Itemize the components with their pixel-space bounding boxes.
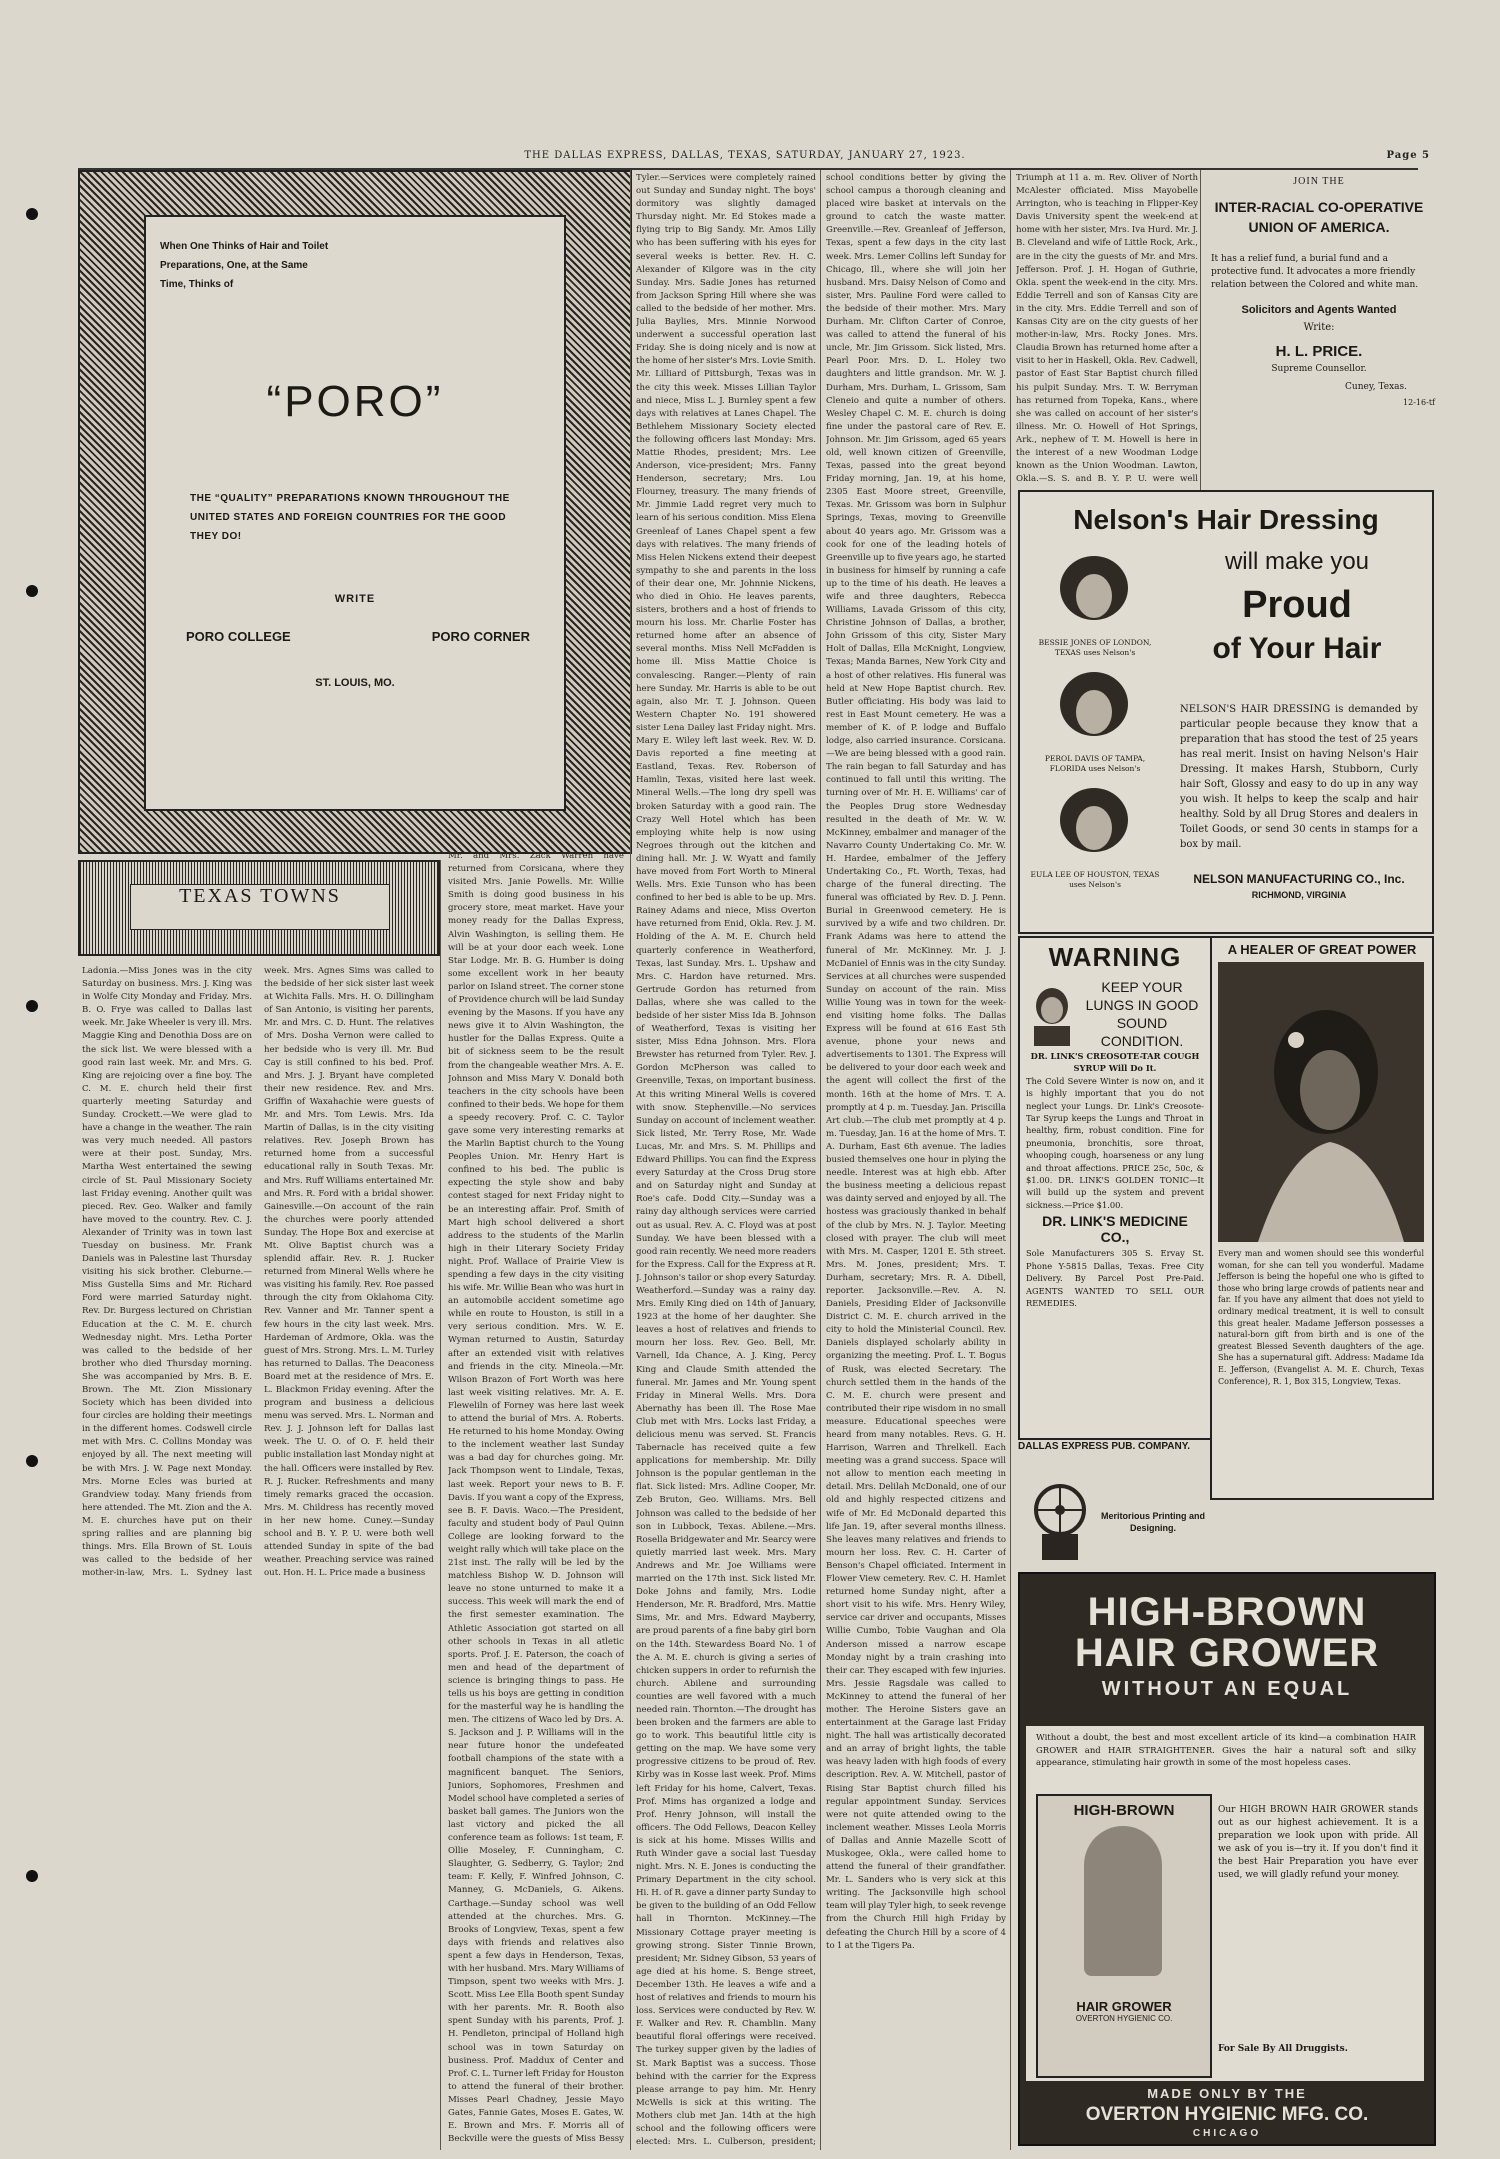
warning-company: DR. LINK'S MEDICINE CO., (1042, 1213, 1188, 1246)
healer-body: Every man and women should see this wonderful woman, for she can tell you wonderful. Madame Jefferson is being the hopeful one who is gifted to those who bring large crowds of patients near and far. If you have any ailment that does not yield to ordinary medical treatment, it is well to consult this great healer. Madame Jefferson possesses a natural-born gift from birth and is one of the greatest Blessed Seventh daughters of the age. She has a supernatural gift. Address: Madame Ida E. Jefferson, (Evangelist A. M. E. Church, Texas Conference), R. 1, Box 315, Longview, Texas. (1218, 1249, 1424, 1386)
masthead-text: THE DALLAS EXPRESS, DALLAS, TEXAS, SATURDAY, JANUARY 27, 1923. (524, 150, 966, 161)
texas-towns-heading (78, 860, 440, 956)
nelson-caption-2: PEROL DAVIS OF TAMPA, FLORIDA uses Nelson's (1044, 754, 1146, 773)
poro-college: PORO COLLEGE (186, 629, 291, 644)
hb-line1: HIGH-BROWN (1087, 1590, 1367, 1634)
poro-description: THE “QUALITY” PREPARATIONS KNOWN THROUGHOUT THE UNITED STATES AND FOREIGN COUNTRIES FOR THE GOOD THEY DO! (190, 493, 510, 542)
nelson-city: RICHMOND, VIRGINIA (1251, 890, 1347, 900)
hb-city: CHICAGO (1192, 2128, 1262, 2139)
woman-portrait-icon (1048, 552, 1140, 632)
interracial-write: Write: (1303, 322, 1335, 333)
poro-ad-inner (144, 215, 566, 811)
nelson-line1: will make you (1224, 548, 1370, 575)
dx-name: DALLAS EXPRESS PUB. COMPANY. (1018, 1441, 1191, 1452)
column-rule (440, 860, 441, 2150)
column-rule (1200, 170, 1201, 490)
interracial-role: Supreme Counsellor. (1271, 364, 1367, 374)
poro-intro: When One Thinks of Hair and Toilet Preparations, One, at the Same Time, Thinks of (160, 241, 329, 290)
nelson-line3: of Your Hair (1212, 632, 1382, 665)
binding-hole (26, 1455, 38, 1467)
dallas-express-ad (1018, 1440, 1208, 1570)
article-column-4: Tyler.—Services were completely rained out Sunday and Sunday night. The boys' dormitory was slightly damaged Thursday night. Mr. Ed Stokes made a flying trip to Big Sandy. Mr. Amos Lilly who has been suffering with his eyes for several weeks is better. Rev. H. C. Alexander of Kilgore was in the city Sunday. Mrs. Sadie Jones has returned from Jackson Spring Hill where she was called to the bedside of her mother. Mrs. Julia Baylies, Mrs. Minnie Norwood underwent a successful operation last Friday. She is doing nicely and is now at the home of her sister's Mrs. Lovie Smith. Mr. Lilliard of Pittsburgh, Texas was in the city this week. Misses Lillian Taylor and niece, Miss L. J. Burnley spent a few days with relatives at Lanes Chapel. The Bethlehem Missionary Society elected the following officers last Monday: Mrs. Mattie Rhodes, president; Mrs. Lee Anderson, vice-president; Mrs. Fanny Henderson, secretary; Mrs. Lou Flourney, treasury. The many friends of Mr. Jimmie Ladd regret very much to learn of his serious condition. Miss Elena Greenleaf of Lanes Chapel spent a few days with relatives. The many friends of Miss Helen Nickens extend their deepest sympathy to she and parents in the loss of their dear one, Mr. Johnnie Nickens, who died in Ohio. He leaves parents, sisters, brothers and a host of friends to mourn his loss. Mr. Charlie Foster has returned home after an absence of several months. Miss Nell McFadden is home ill. Miss Mattie Choice is convalescing. Ranger.—Plenty of rain here Sunday. Mr. Harris is able to be out again, also Mr. T. J. Johnson. Queen Western Chapter No. 191 showered sister Lena Dailey last Friday night. Mrs. Mary E. Wiley left last week. Rev. W. D. Davis reported a fine meeting at Eastland, Texas. Rev. Roberson of Hamlin, Texas, visited here last week. Mineral Wells.—The long dry spell was broken Saturday with a good rain. The Crazy Well Hotel which has been employing white help is now using Negroes through out the kitchen and dining hall. Mr. J. W. Wyatt and family have moved from Fort Worth to Mineral Wells. Mrs. Exie Tunson who has been confined to her bed is able to be up. Mrs. Rainey Adams and niece, Miss Overton have returned from Enid, Okla. Rev. J. M. Holding of the A. M. E. Church held quarterly conference in Weatherford, Texas, last Sunday. Mrs. L. Upshaw and Mrs. C. Hardon have returned. Mrs. Gertrude Gordon has returned from Dallas, where she was called to the bedside of her sister Miss Ida B. Johnson of Weatherford, Texas is visiting her sister, Miss Edna Johnson. Mrs. Flora Brewster has returned from Tyler. Rev. J. Gordon McPherson was called to Greenville, Texas, on important business. At this writing Mineral Wells is covered with snow. Stephenville.—No services Sunday on account of inclement weather. Sick listed, Mr. Terry Rose, Mr. Wade Lucas, Mr. and Mrs. S. M. Phillips and Edward Phillips. You can find the Express every Saturday at the Cross Drug store and on Saturday night and Sunday at Roe's cafe. Dodd City.—Sunday was a rainy day although services were carried out as usual. Rev. A. C. Floyd was at post Sunday. We have been blessed with a good rain recently. We need more readers for the Express. Call for the Express at R. J. Johnson's tailor or shop every Saturday. Weatherford.—Sunday was a rainy day. Mrs. Emily King died on 14th of January, 1923 at the home of her daughter. She leaves a host of relatives and friends to mourn her loss. Rev. Geo. Bell, Mr. Varnell, Ida Chance, A. J. King, Percy King and Claude Smith attended the funeral. Mr. James and Mr. Young spent Friday in Mineral Wells. Mrs. Dora Abernathy has been ill. The Rose Mae Club met with Mrs. Locks last Friday, a delicious menu was served. St. Francis Tabernacle has received quite a few applications for membership. Mr. Dilly Johnson is the popular gentleman in the flat. Sick listed: Mrs. Adline Cooper, Mr. Zeb Bruton, Geo. Williams. Mrs. Bell Johnson was called to the bedside of her son in Lubbock, Texas. Abilene.—Mrs. Rosella Bridgewater and Mr. Searcy were quietly married last week. Mrs. Mary Andrews and Mr. Joe Williams were married on the 17th inst. Sick listed Mr. Doke Johns and family, Mrs. Lodie Henderson, Mr. R. Bradford, Mrs. Mattie Sims, Mr. and Mrs. Edward Mayberry, are proud parents of a fine baby girl born on the 14th. Stewardess Board No. 1 of the A. M. E. church is giving a series of chicken suppers in order to refurnish the church. Abilene and surrounding counties are well favored with a much needed rain. Thornton.—The drought has been broken and the farmers are able to go to work. This beautiful little city is getting on the map. We have some very progressive citizens to be proud of. Rev. Kirby was in Kosse last week. Prof. Mims left Friday for his home, Calvert, Texas. Prof. Mims has organized a lodge and Prof. Henry Johnson, will install the officers. The Odd Fellows, Deacon Kelley is sick at his home. Misses Willis and Ruth Winder gave a social last Tuesday night. Mrs. N. E. Jones is conducting the Primary Department in the city school. Hi. H. of R. gave a dinner party Sunday to be given to the building of an Odd Fellow hall in Thornton. McKinney.—The Missionary Cottage prayer meeting is growing strong. Sister Tinnie Brown, president; Mr. Sidney Gibson, 53 years of age died at his home. S. Benge street, December 13th. He leaves a wife and a host of relatives and friends to mourn his loss. Services were conducted by Rev. W. F. Walker and Rev. R. Chamblin. Many beautiful floral offerings were received. The turkey supper given by the ladies of St. Mark Baptist was a success. Those behind with the carrier for the Express please arrange to pay him. Mr. Henry McWells is sick at this writing. The Mothers club met Jan. 14th at the high school and the following officers were elected: Mrs. L. Culberson, president; (636, 173, 816, 2147)
article-column-5: school conditions better by giving the school campus a thorough cleaning and placed wire basket at intervals on the ground to catch the waste matter. Greenville.—Rev. Greanleaf of Jefferson, Texas, spent a few days in the city last week. Mrs. Lemer Collins left Sunday for Chicago, Ill., where she will join her husband. Mrs. Daisy Nelson of Como and sister, Mrs. Pauline Ford were called to the bedside of their mother. Mrs. Mary Durham. Mr. Clifton Carter of Conroe, was called to attend the funeral of his uncle, Mr. Jim Grissom. Sick listed, Mrs. Pearl Poor. Mrs. D. L. Holey two daughters and little grandson. Mr. W. J. Durham, Mrs. Durham, L. Grissom, Sam Cleneio and quite a number of others. Wesley Chapel C. M. E. church is doing fine under the pastoral care of Rev. E. Johnson. Mr. Jim Grissom, aged 65 years old, well known citizen of Greenville, Texas, passed into the great beyond Friday morning, Jan. 19, at his home, 2305 East Moore street, Greenville, Texas. Mr. Grissom was born in Sulphur Springs, Texas, moving to Greenville about 40 years ago. Mr. Grissom was a cook for one of the leading hotels of Greenville up to five years ago, he started in business for himself by running a cafe up to the time of his death. He leaves a wife and three daughters, Rebecca Williams, Lavada Grissom of this city, Christine Johnson of Dallas, a brother, John Grissom of this city, Sister Mary Holt of Dallas, Ella McKnight, Longview, Texas; Manda Barnes, New York City and a host of other relatives. His funeral was held at New Hope Baptist church. Rev. Butler officiating. His body was laid to rest in East Mount cemetery. He was a member of K. of P. lodge and Buffalo lodge, also carried insurance. Corsicana.—We are being blessed with a good rain. The rain began to fall Saturday and has continued to fall until this writing. The turning over of Mr. H. E. Williams' car of the Peoples Drug store Wednesday resulted in the death of Mr. W. W. McKinney, embalmer and manager of the Navarro County Undertaking Co. Mr. W. H. Hardee, embalmer of the Jeffery Undertaking Co., Ft. Worth, Texas, had charge of the funeral directing. The funeral was officiated by Rev. D. J. Penn. Burial in Greenwood cemetery. He is survived by a wife and two children. Dr. Frank Adams was here to attend the funeral of Mr. McKinney. Mr. J. J. McDaniel of Ennis was in the city Sunday. Services at all churches were suspended Sunday on account of the rain. Miss Willie Young was in town for the week-end visiting home folks. The Dallas Express will be found at 616 East 5th avenue, phone your news and advertisements to 1301. The Express will be delivered to your door each week and the agent will collect the first of the month. 16th at the home of Mrs. T. A. promptly at 4 p. m. Tuesday. Jan. Priscilla Art club.—The club met promptly at 4 p. m. Tuesday, Jan. 16 at the home of Mrs. T. A. Durham, East 6th avenue. The ladies busied themselves one hour in plying the needle. Interest was at high ebb. After the business meeting a delicious repast was dainty served and enjoyed by all. The hostess was graciously thanked in behalf of the club by Mrs. N. J. Taylor. Meeting closed with prayer. The club will meet with Mrs. M. Casper, 1201 E. 5th street. Mrs. M. Jones, president; Mrs. T. Durham, secretary; Mrs. R. A. Dibell, reporter. Jacksonville.—Rev. A. N. Daniels, Presiding Elder of Jacksonville District C. M. E. church arrived in the city to hold the Ministerial Council. Rev. Daniels displayed scholarly ability in organizing the meeting. Prof. L. T. Bogus of Rusk, was elected Secretary. The church settled them in the hands of the C. M. E. church were present and contributed their ripe wisdom in no small measure. Educational speeches were heard from many notables. Revs. G. H. Harrison, Warren and Threlkell. Each meeting was a grand success. Space will not allow to mention each meeting in detail. Mrs. Delilah McDonald, one of our old and highly respected citizens and wife of Mr. Ed McDonald departed this life Jan. 19, after several months illness. She leaves many relatives and friends to mourn her loss. Rev. C. H. Carter of Benson's Chapel officiated. Interment in Flower View cemetery. Rev. C. H. Hamlet returned home Sunday night, after a short visit to his wife. Mrs. Henry Wiley, service car driver and occupants, Misses Willie Cumbo, Tobie Vaughan and Ola Anderson missed a narrow escape Monday night by a train crashing into their car. They escaped with few injuries. Mrs. Jessie Ragsdale was called to McKinney to attend the funeral of her mother. The Heroine Sisters gave an entertainment at the Garage last Friday night. The hall was artistically decorated and an array of bright lights, the table was heavy laden with high foods of every description. Rev. A. W. Mitchell, pastor of Rising Star Baptist church filled his regular appointment Sunday. Services were not quite attended owing to the inclement weather. Misses Leola Morris of Dallas and Annie Mazelle Scott of Muskogee, Okla., were called home to attend the funeral of their grandfather. Mr. L. Sanders who is very sick at this writing. The Jacksonville high school team will play Tyler high, to seek revenge from the Church Hill high Friday by defeating the Church Hill by a score of 4 to 1 at the Tigers Pa. (826, 173, 1006, 1951)
binding-hole (26, 1000, 38, 1012)
hb-side: Our HIGH BROWN HAIR GROWER stands out as our highest achievement. It is a preparation we look upon with pride. All we ask of you is—try it. If you don't find it the best Hair Preparation you have ever used, we will gladly refund your money. (1218, 1805, 1418, 1880)
hb-maker: OVERTON HYGIENIC MFG. CO. (1085, 2104, 1369, 2125)
high-brown-ad (1018, 1572, 1436, 2146)
warning-agents: Sole Manufacturers 305 S. Ervay St. Phone Y-5815 Dallas, Texas. Free City Delivery. By Parcel Post Pre-Paid. AGENTS WANTED TO SELL OUR REMEDIES. (1026, 1248, 1204, 1308)
column-rule (820, 170, 821, 2150)
interracial-title: INTER-RACIAL CO-OPERATIVE UNION OF AMERICA. (1214, 199, 1424, 235)
hb-made: MADE ONLY BY THE (1147, 2086, 1307, 2101)
woman-portrait-icon (1048, 668, 1140, 748)
interracial-join: JOIN THE (1293, 176, 1345, 187)
nelson-caption-3: EULA LEE OF HOUSTON, TEXAS uses Nelson's (1030, 870, 1160, 889)
warning-copy: The Cold Severe Winter is now on, and it is highly important that you do not neglect your Lungs. Dr. Link's Creosote-Tar Syrup keeps the Lungs and Throat in healthy, firm, robust condition. Fine for pneumonia, bronchitis, sore throat, whooping cough, hoarseness or any lung and throat affections. PRICE 25c, 50c, & $1.00. DR. LINK'S GOLDEN TONIC—It will build up the system and prevent sickness.—Price $1.00. (1026, 1075, 1204, 1210)
article-column-6: Triumph at 11 a. m. Rev. Oliver of North McAlester officiated. Miss Mayobelle Arrington, who is teaching in Flipper-Key Davis University spent the week-end at home with her sister, Mrs. Iva Hurd. Mr. J. B. Cleveland and wife of Little Rock, Ark., are in the city the guests of Mr. and Mrs. Jefferson. Prof. J. H. Hogan of Guthrie, Okla. spent the week-end in the city. Mrs. Eddie Terrell and son of Kansas City are in the city. Mrs. Eddie Terrell and son of Kansas City are on the city guests of her mother-in-law, Mrs. Rocky Jones. Mrs. Claudia Brown has returned home after a visit to her in Haskell, Okla. Rev. Cadwell, pastor of East Star Baptist church filled his pulpit Sunday. Mrs. T. W. Berryman has returned from Topeka, Kans., where she was called on account of her sister's illness. Mr. O. Howell of Hot Springs, Ark., nephew of T. M. Howell is here in the interest of a new Woodman Lodge known as the Union Woodman. Lawton, Okla.—S. S. and B. Y. P. U. were well (1016, 173, 1198, 484)
nelson-caption-1: BESSIE JONES OF LONDON, TEXAS uses Nelson's (1038, 638, 1152, 657)
nelson-brand: Nelson's Hair Dressing (1073, 504, 1379, 535)
article-column-1: Ladonia.—Miss Jones was in the city Saturday on business. Mrs. J. King was in Wolfe City Monday and Friday. Mrs. B. O. Frye was called to Dallas last week. Mr. Jake Wheeler is very ill. Mrs. Maggie King and Denothia Doss are on the sick list. We were blessed with a good rain last week. Mr. and Mrs. G. King are rejoicing over a fine boy. The C. M. E. church held their first quarterly meeting Saturday and Sunday. Crockett.—We were glad to have a change in the weather. The rain was very much needed. All pastors were at their post. Sunday, Mrs. Martha West entertained the sewing circle of St. Paul Missionary Society last Friday evening. Another quilt was pieced. Rev. Geo. Walker and family have moved to the country. Rev. C. J. Alexander of Trinity was in town last Tuesday on business. Mr. Frank Daniels was in Palestine last Thursday visiting his sick brother. Cleburne.—Miss Gustella Sims and Mr. Richard Ford were married Saturday night. Rev. Dr. Burgess lectured on Christian Education at the C. M. E. church Wednesday night. Mrs. Letha Porter was called to the bedside of her brother who died Thursday morning. She was accompanied by Mrs. B. E. Brown. The Mt. Zion Missionary Society which has been divided into four circles are holding their meetings in the different homes. Codswell circle met with Mrs. C. Collins Monday was enjoyed by all. The next meeting will be with Mrs. J. W. Page next Monday. Mrs. Morne Ecles was buried at Grandview today. Many friends from here attended. The Mt. Zion and the A. M. E. churches have put on their spring rallies and are planning big things. Mrs. Ella Brown of St. Louis was called to the bedside of her mother-in-law, Mrs. L. Sydney last week. Mrs. Agnes Sims was called to the bedside of her sick sister last week at Wichita Falls. Mrs. H. O. Dillingham of San Antonio, is visiting her parents, Mr. and Mrs. C. D. Hunt. The relatives of Mrs. Dosha Vernon were called to her bedside who is very ill. Mr. Bud Cay is still confined to his bed. Prof. and Mrs. J. J. Bryant have completed their new residence. Rev. and Mrs. Griffin of Waxahachie were guests of Mr. and Mrs. Tom Lewis. Mrs. Ida Martin of Dallas, is in the city visiting relatives. Rev. Joseph Brown has returned home from a successful educational rally in South Texas. Mr. and Mrs. Ruff Williams entertained Mr. and Mrs. R. Ford with a bridal shower. Gainesville.—On account of the rain the churches were poorly attended Sunday. The Hope Box and exercise at Mt. Olive Baptist church was a splendid affair. Rev. R. J. Rucker returned from Mineral Wells where he was visiting his family. Rev. Roe passed through the city from Oklahoma City. Rev. Vanner and Mr. Tanner spent a few hours in the city last week. Mrs. Hardeman of Ardmore, Okla. was the guest of Mrs. Strong. Mrs. L. M. Turley has returned to Dallas. The Deaconess Board met at the residence of Mrs. E. L. Blackmon Friday evening. After the program and business a delicious menu was served. Mrs. L. Norman and Rev. J. J. Johnson left for Dallas last week. The U. O. of O. F. held their public installation last Monday night at the hall. Officers were installed by Rev. R. J. Rucker. Refreshments and many timely remarks graced the occasion. Mrs. M. Childress has recently moved in her new home. Cuney.—Sunday school and B. Y. P. U. were both well attended Sunday in spite of the bad weather. Preaching service was rained out. Hon. H. L. Price made a business (82, 966, 434, 1579)
hair-grower-jar-icon (1036, 1794, 1212, 2078)
nelson-ad (1018, 490, 1434, 934)
interracial-name: H. L. PRICE. (1275, 343, 1363, 360)
warning-body (1026, 1050, 1204, 1309)
warning-ad (1018, 936, 1212, 1440)
nelson-copy: NELSON'S HAIR DRESSING is demanded by particular people because they know that a preparation that has stood the test of 25 years has real merit. Insist on having Nelson's Hair Dressing. It makes Harsh, Stubborn, Curly hair Soft, Glossy and easy to do up in any way you wish. It helps to keep the scalp and hair healthy. Sold by all Drug Stores and dealers in Toilet Goods, or send 30 cents in stamps for a box by mail. (1180, 704, 1418, 850)
interracial-city: Cuney, Texas. (1345, 382, 1407, 392)
woman-face-icon (1084, 1826, 1162, 1976)
nelson-line2: Proud (1242, 584, 1352, 626)
interracial-code: 12-16-tf (1403, 398, 1435, 407)
binding-hole (26, 1870, 38, 1882)
hb-panel (1026, 1726, 1424, 2081)
hb-line3: WITHOUT AN EQUAL (1101, 1678, 1353, 1700)
poro-corner: PORO CORNER (431, 629, 530, 644)
poro-write: WRITE (334, 593, 376, 605)
hb-jar-bottom: HAIR GROWER (1076, 1999, 1172, 2014)
healer-title: A HEALER OF GREAT POWER (1227, 942, 1417, 957)
poro-logo: “PORO” (266, 377, 444, 426)
interracial-body: It has a relief fund, a burial fund and a protective fund. It advocates a more friendly relation between the Colored and white man. (1211, 254, 1419, 290)
hb-line2: HAIR GROWER (1074, 1631, 1380, 1675)
hb-jar-top: HIGH-BROWN (1073, 1802, 1175, 1819)
hb-sold: For Sale By All Druggists. (1218, 2044, 1348, 2054)
masthead (60, 150, 1430, 170)
binding-hole (26, 585, 38, 597)
article-column-3: Mr. and Mrs. Zack Warren have returned from Corsicana, where they visited Mrs. Janie Powells. Mr. Willie Smith is doing good business in his grocery store, meat market. Have your money ready for the Dallas Express, Alvin Washington, is selling them. He will be at your door each week. Lone Star Lodge. Mr. B. G. Humber is doing some excellent work in her beauty parlor on Island street. The corner stone of Providence church will be laid Sunday evening by the Masons. If you have any news give it to Alvin Washington, the hustler for the Dallas Express. Quite a bit of sickness seem to be the result from the changeable weather Mrs. A. E. Johnson and Miss Mary V. Donald both teachers in the city schools have been confined to their beds. We hope for them a speedy recovery. Prof. C. C. Taylor gave some very interesting remarks at the Marlin Baptist church to the Young Peoples Union. Mr. Henry Hart is confined to his bed. The public is expecting the style show and baby contest staged for next Friday night to be an interesting affair. Prof. Smith of Mart high school delivered a short address to the students of the Marlin high in their Literary Society Friday night. Prof. Wallace of Prairie View is spending a few days in the city visiting his wife. Mr. Willie Bean who was hurt in an automobile accident sometime ago while en route to Houston, is still in a very serious condition. Mrs. W. E. Wyman returned to Austin, Saturday after an extended visit with relatives and friends in the city. Mineola.—Mr. Wilson Brazon of Fort Worth was here last week visiting relatives. Mr. A. E. Fleweliln of Forney was here last week to attend the burial of Mrs. A. Roberts. He returned to his home Monday. Owing to the inclement weather last Sunday was a bad day for churches going. Mr. Jack Thompson went to Lindale, Texas, last week. Report your news to B. F. Davis. If you want a copy of the Express, see B. F. Davis. Waco.—The President, faculty and student body of Paul Quinn College are looking forward to the weight rally which will take place on the 21st inst. The rally will be led by the matchless Bishop W. D. Johnson will leave no stone unturned to make it a success. This week will mark the end of the first semester examination. The Athletic Association got started on all other schools in Texas in all atletic sports. Prof. J. E. Paterson, the coach of men and head of the department of science is bringing things to pass. He tells us his boys are getting in condition for the masterful way he is handling the men. The citizens of Waco led by Drs. A. S. Jackson and J. P. Williams will in the near future honor the undefeated football champions of the state with a magnificent banquet. The Seniors, Juniors, Sophomores, Freshmen and Model school have completed a series of basket ball games. The Juniors won the last victory and picked the all conference team as follows: 1st team, F. Ollie Moseley, F. Cunningham, C. Slaughter, G. Sedberry, G. Taylor; 2nd team: F. Kelly, F. Winfred Johnson, C. Manney, G. McDaniels, G. Aikens. Carthage.—Sunday school was well attended at the churches. Mrs. G. Brooks of Longview, Texas, spent a few days with friends and relatives also spent a few days in Henderson, Texas, with her husband. Mrs. Mary Williams of Timpson, spent two weeks with Mrs. J. Scott. Miss Lee Ella Booth spent Sunday with her parents. Mr. R. Booth also spent Sunday with his parents, Prof. J. H. Pendleton, principal of Holland high school was in town Saturday on business. Prof. Maddux of Center and Prof. C. L. Turner left Friday for Houston to attend the funeral of their brother. Misses Pearl Chadney, Jessie Mayo Gates, Fannie Gates, Moses E. Gates, W. E. Brown and Mrs. F. Morris all of Beckville were the guests of Miss Bessy (448, 851, 624, 2145)
hb-lead: Without a doubt, the best and most excellent article of its kind—a combination HAIR GROWER and HAIR STRAIGHTENER. Gives the hair a natural soft and silky appearance, stimulating hair growth in some of the most hopeless cases. (1036, 1733, 1416, 1768)
healer-ad (1210, 936, 1434, 1500)
interracial-solicitors: Solicitors and Agents Wanted (1241, 304, 1397, 316)
warning-product: DR. LINK'S CREOSOTE-TAR COUGH SYRUP Will Do It. (1030, 1051, 1200, 1074)
nelson-company: NELSON MANUFACTURING CO., Inc. (1193, 872, 1405, 886)
woman-portrait-icon (1048, 784, 1140, 864)
column-rule (1010, 170, 1011, 2150)
man-portrait-icon (1026, 982, 1078, 1046)
page-number: Page 5 (1386, 150, 1430, 161)
column-rule (630, 170, 631, 2150)
binding-hole (26, 208, 38, 220)
warning-subtitle: KEEP YOUR LUNGS IN GOOD SOUND CONDITION. (1085, 979, 1199, 1049)
interracial-ad (1203, 170, 1435, 490)
hb-jar-maker: OVERTON HYGIENIC CO. (1075, 2014, 1173, 2023)
texas-towns-title: TEXAS TOWNS (130, 884, 390, 930)
poro-city: ST. LOUIS, MO. (315, 677, 395, 689)
healer-portrait-icon (1218, 962, 1424, 1242)
dx-tagline: Meritorious Printing and Designing. (1100, 1511, 1205, 1533)
poro-ad (78, 170, 632, 854)
printing-press-icon (1024, 1476, 1096, 1564)
warning-title: WARNING (1048, 942, 1182, 972)
